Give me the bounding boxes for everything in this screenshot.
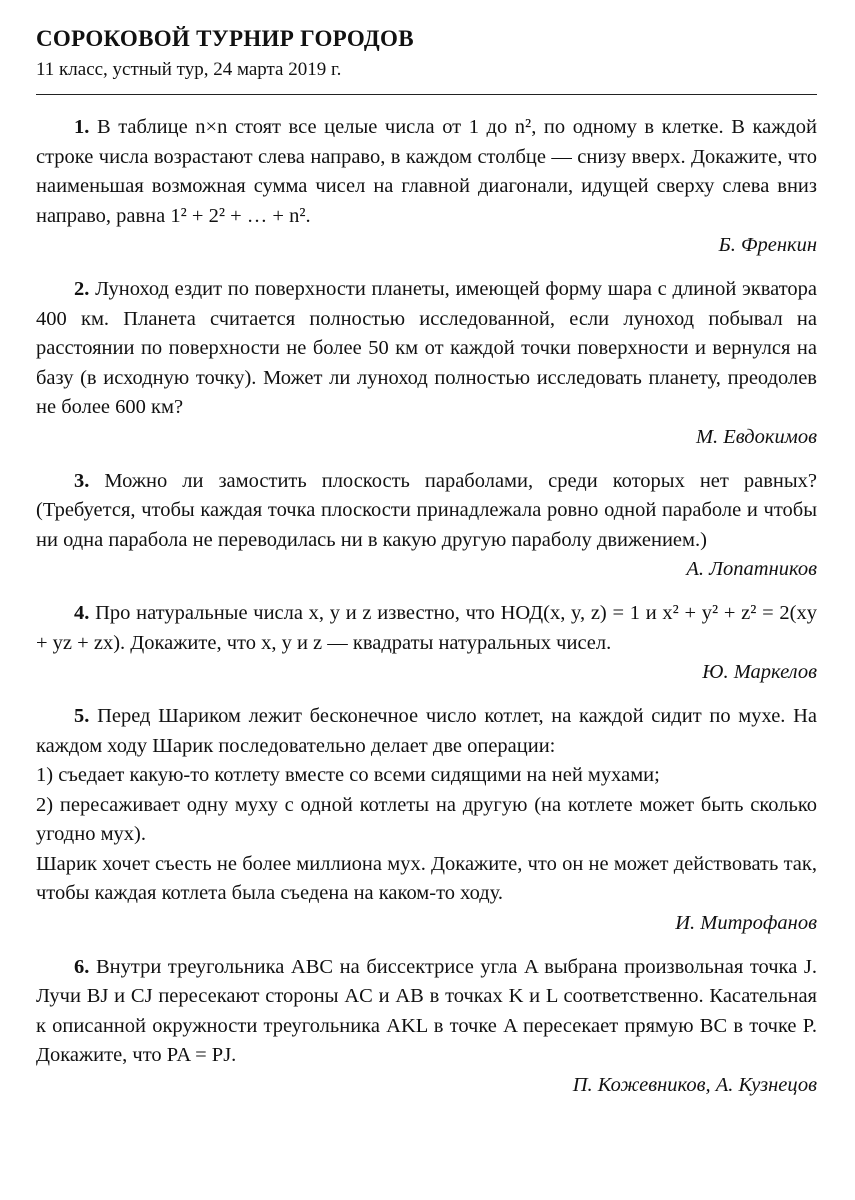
- document-page: [36, 24, 817, 1100]
- problem-list: [36, 113, 817, 1100]
- problem-5: [36, 702, 817, 909]
- problem-text: Про натуральные числа x, y и z известно, что НОД(x, y, z) = 1 и x² + y² + z² = 2(xy + yz + zx). Докажите, что x, y и z — квадраты натуральных чисел.: [36, 602, 817, 654]
- problem-text: Можно ли замостить плоскость параболами, среди которых нет равных? (Требуется, чтобы каждая точка плоскости принадлежала ровно одной параболе и чтобы ни одна парабола не переводилась ни в какую другую параболу движением.): [36, 469, 817, 551]
- problem-4: [36, 599, 817, 658]
- problem-author: И. Митрофанов: [675, 911, 817, 934]
- problem-text: Луноход ездит по поверхности планеты, имеющей форму шара с длиной экватора 400 км. Планета считается полностью исследованной, если луноход побывал на расстоянии по поверхности не более 50 км от каждой точки поверхности и вернулся на базу (в исходную точку). Может ли луноход полностью исследовать планету, преодолев не более 600 км?: [36, 278, 818, 418]
- problem-author: П. Кожевников, А. Кузнецов: [572, 1073, 817, 1096]
- problem-text: Перед Шариком лежит бесконечное число котлет, на каждой сидит по мухе. На каждом ходу Шарик последовательно делает две операции:: [36, 705, 818, 757]
- problem-number: 6.: [74, 955, 90, 978]
- page-title: СОРОКОВОЙ ТУРНИР ГОРОДОВ: [36, 26, 414, 51]
- problem-text: Внутри треугольника ABC на биссектрисе угла A выбрана произвольная точка J. Лучи BJ и CJ пересекают стороны AC и AB в точках K и L соответственно. Касательная к описанной окружности треугольника AKL в точке A пересекает прямую BC в точке P. Докажите, что PA = PJ.: [36, 955, 818, 1066]
- problem-text: Шарик хочет съесть не более миллиона мух. Докажите, что он не может действовать так, чтобы каждая котлета была съедена на каком-то ходу.: [36, 852, 817, 904]
- problem-number: 2.: [74, 278, 90, 300]
- problem-1: [36, 113, 817, 231]
- page-subtitle: 11 класс, устный тур, 24 марта 2019 г.: [36, 56, 817, 95]
- problem-number: 4.: [74, 602, 90, 624]
- problem-text: В таблице n×n стоят все целые числа от 1 до n², по одному в клетке. В каждой строке числа возрастают слева направо, в каждом столбце — снизу вверх. Докажите, что наименьшая возможная сумма чисел на главной диагонали, идущей сверху слева вниз направо, равна 1² + 2² + … + n².: [36, 116, 818, 227]
- problem-author: М. Евдокимов: [695, 425, 817, 448]
- problem-author: Ю. Маркелов: [702, 661, 817, 683]
- problem-author: А. Лопатников: [686, 558, 817, 580]
- problem-number: 3.: [74, 469, 90, 492]
- problem-text: 2) пересаживает одну муху с одной котлеты на другую (на котлете может быть сколько угодно мух).: [36, 793, 817, 845]
- problem-number: 5.: [74, 705, 90, 727]
- problem-author: Б. Френкин: [718, 234, 817, 256]
- problem-number: 1.: [74, 116, 90, 138]
- problem-6: [36, 953, 817, 1071]
- problem-3: [36, 467, 817, 556]
- problem-2: [36, 275, 817, 423]
- problem-text: 1) съедает какую-то котлету вместе со всеми сидящими на ней мухами;: [36, 764, 660, 786]
